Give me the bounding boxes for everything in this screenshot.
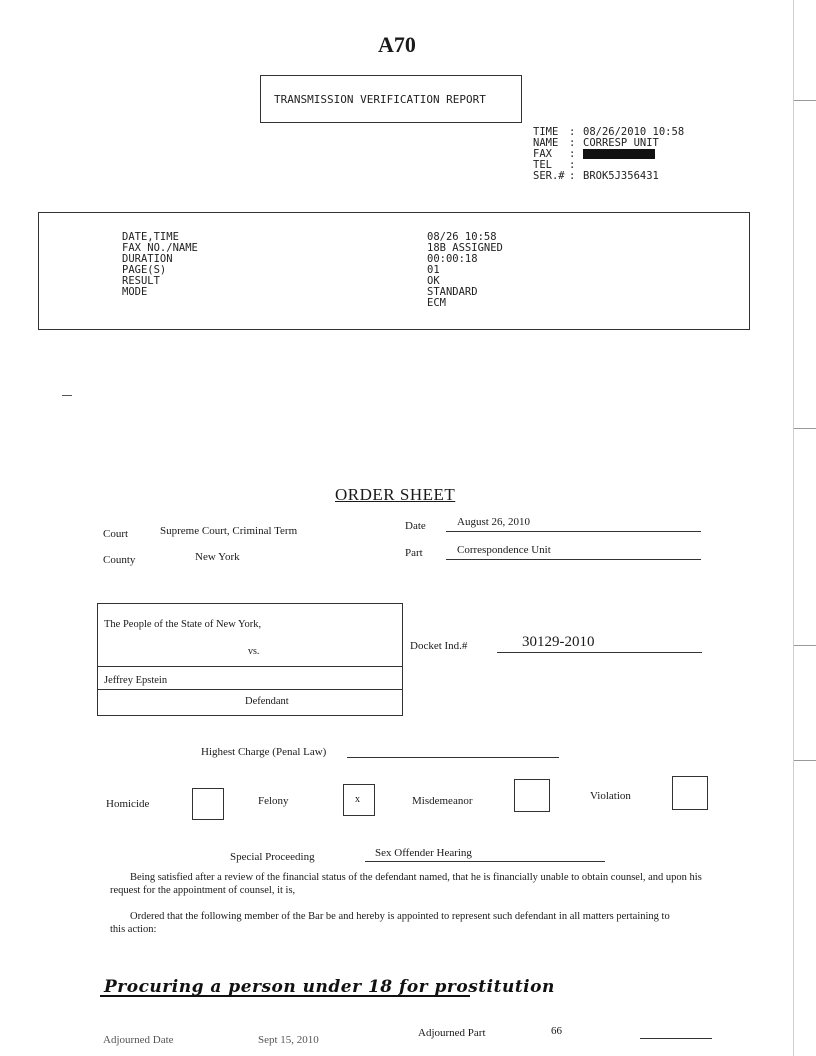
detail-value: 18B ASSIGNED xyxy=(427,242,503,254)
court-label: Court xyxy=(103,528,129,540)
people-text: The People of the State of New York, xyxy=(104,619,262,630)
special-proceeding-value: Sex Offender Hearing xyxy=(375,847,472,859)
detail-value: STANDARD xyxy=(427,286,478,298)
special-proceeding-underline xyxy=(365,861,605,862)
edge-mark xyxy=(794,428,816,429)
appointment-paragraph: Ordered that the following member of the Bar be and hereby is appointed to represent such defendant in all matters pertaining to this action: xyxy=(110,911,670,935)
adjourned-date-label: Adjourned Date xyxy=(103,1034,174,1046)
misdemeanor-checkbox[interactable] xyxy=(514,779,550,812)
stray-mark xyxy=(62,395,72,396)
docket-value: 30129-2010 xyxy=(522,634,595,650)
adjourned-part-label: Adjourned Part xyxy=(418,1027,486,1039)
county-value: New York xyxy=(195,551,240,563)
docket-underline xyxy=(497,652,702,653)
caption-box xyxy=(97,603,403,716)
defendant-label: Defendant xyxy=(245,696,289,707)
felony-check-mark: x xyxy=(355,794,360,805)
detail-label: DATE,TIME xyxy=(122,231,179,243)
detail-labels xyxy=(122,232,198,298)
defendant-name: Jeffrey Epstein xyxy=(104,675,168,686)
handwritten-underline xyxy=(100,995,470,997)
detail-label: DURATION xyxy=(122,253,173,265)
detail-value-ecm: ECM xyxy=(427,297,446,309)
adjourned-part-underline xyxy=(640,1038,712,1039)
court-value: Supreme Court, Criminal Term xyxy=(160,525,298,537)
special-proceeding-label: Special Proceeding xyxy=(230,851,315,863)
part-label: Part xyxy=(405,547,423,559)
header-field-time: TIME : 08/26/2010 10:58 xyxy=(533,126,685,138)
redaction-bar xyxy=(583,149,655,159)
felony-label: Felony xyxy=(258,795,289,807)
detail-label: FAX NO./NAME xyxy=(122,242,198,254)
detail-value: 08/26 10:58 xyxy=(427,231,497,243)
violation-checkbox[interactable] xyxy=(672,776,708,810)
order-sheet-title: ORDER SHEET xyxy=(335,485,456,504)
date-value: August 26, 2010 xyxy=(457,516,531,528)
page-edge-line xyxy=(793,0,794,1056)
page-label: A70 xyxy=(378,32,416,57)
homicide-checkbox[interactable] xyxy=(192,788,224,820)
detail-values xyxy=(427,232,503,309)
detail-value: 00:00:18 xyxy=(427,253,478,265)
highest-charge-underline xyxy=(347,757,559,758)
highest-charge-label: Highest Charge (Penal Law) xyxy=(201,746,327,758)
felony-checkbox[interactable] xyxy=(343,784,375,816)
detail-label: RESULT xyxy=(122,275,160,287)
county-label: County xyxy=(103,554,136,566)
edge-mark xyxy=(794,760,816,761)
finding-paragraph: Being satisfied after a review of the financial status of the defendant named, that he is financially unable to obtain counsel, and upon his request for the appointment of counsel, it is, xyxy=(110,872,702,896)
caption-divider xyxy=(98,689,402,690)
misdemeanor-label: Misdemeanor xyxy=(412,795,473,807)
edge-mark xyxy=(794,645,816,646)
detail-value: OK xyxy=(427,275,440,287)
part-underline xyxy=(446,559,701,560)
caption-divider xyxy=(98,666,402,667)
transmission-detail-box xyxy=(38,212,750,330)
header-field-ser: SER.# : BROK5J356431 xyxy=(533,170,659,182)
vs-text: vs. xyxy=(248,646,260,657)
date-label: Date xyxy=(405,520,426,532)
docket-label: Docket Ind.# xyxy=(410,640,468,652)
detail-value: 01 xyxy=(427,264,440,276)
detail-label: MODE xyxy=(122,286,148,298)
violation-label: Violation xyxy=(590,790,631,802)
header-field-name: NAME : CORRESP UNIT xyxy=(533,137,659,149)
edge-mark xyxy=(794,100,816,101)
report-title: TRANSMISSION VERIFICATION REPORT xyxy=(274,93,486,106)
homicide-label: Homicide xyxy=(106,798,150,810)
date-underline xyxy=(446,531,701,532)
report-title-box xyxy=(260,75,522,123)
handwritten-charge: Procuring a person under 18 for prostitution xyxy=(104,977,555,997)
report-header-fields xyxy=(533,127,684,182)
header-field-fax: FAX : xyxy=(533,149,684,160)
adjourned-part-value: 66 xyxy=(551,1025,562,1037)
detail-label: PAGE(S) xyxy=(122,264,167,276)
part-value: Correspondence Unit xyxy=(457,544,551,556)
adjourned-date-value: Sept 15, 2010 xyxy=(258,1034,319,1046)
header-field-tel: TEL : xyxy=(533,159,576,171)
